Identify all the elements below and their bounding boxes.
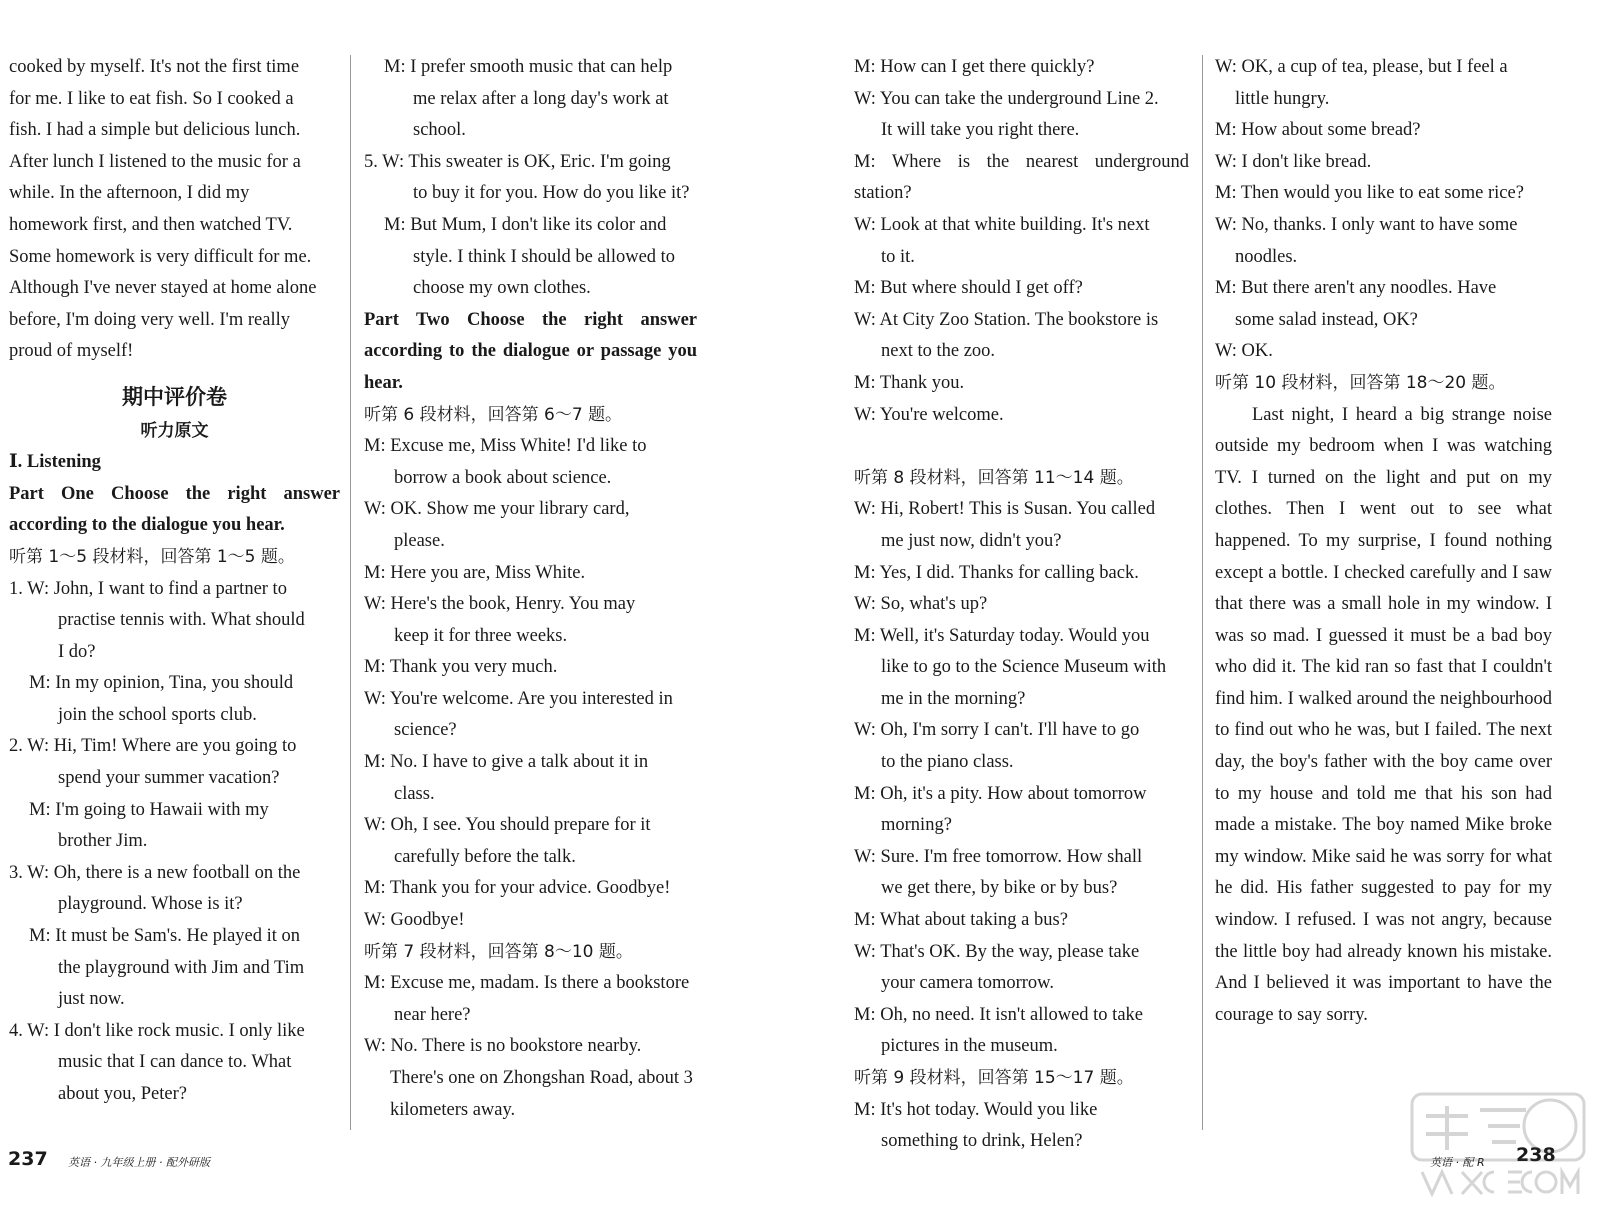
dialogue-line: M: But Mum, I don't like its color and	[384, 214, 667, 235]
right-page-column-2	[1215, 52, 1552, 1031]
page-number-right: 238	[1516, 1144, 1556, 1166]
dialogue-line: science?	[394, 720, 457, 741]
dialogue-line: M: Thank you for your advice. Goodbye!	[364, 878, 671, 899]
dialogue-line: about you, Peter?	[58, 1084, 187, 1104]
dialogue-line: me in the morning?	[881, 688, 1026, 709]
instruction-line: 听第 6 段材料，回答第 6～7 题。	[364, 404, 623, 425]
dialogue-line: W: Look at that white building. It's next	[854, 214, 1150, 235]
column-separator-right	[1202, 55, 1203, 1130]
dialogue-line: playground. Whose is it?	[58, 894, 243, 915]
dialogue-line: M: Here you are, Miss White.	[364, 562, 586, 583]
dialogue-line: W: OK. Show me your library card,	[364, 499, 630, 520]
dialogue-line: M: But where should I get off?	[854, 278, 1083, 299]
dialogue-line: W: Oh, I'm sorry I can't. I'll have to go	[854, 720, 1140, 741]
dialogue-line: kilometers away.	[390, 1099, 516, 1120]
dialogue-line: spend your summer vacation?	[58, 768, 280, 789]
dialogue-line: M: Then would you like to eat some rice?	[1215, 183, 1524, 204]
dialogue-line: W: Oh, I see. You should prepare for it	[364, 815, 651, 836]
dialogue-line: to it.	[881, 246, 915, 267]
dialogue-line: M: Thank you very much.	[364, 657, 558, 678]
dialogue-line: W: Here's the book, Henry. You may	[364, 594, 636, 615]
dialogue-line: me relax after a long day's work at	[413, 88, 669, 109]
text-line: for me. I like to eat fish. So I cooked a	[9, 88, 294, 109]
dialogue-block	[854, 494, 1189, 1063]
dialogue-line: M: In my opinion, Tina, you should	[29, 673, 294, 694]
left-page-column-1	[9, 52, 340, 1111]
text-line: Some homework is very difficult for me.	[9, 246, 312, 267]
dialogue-line: 2. W: Hi, Tim! Where are you going to	[9, 736, 297, 757]
dialogue-line: M: Oh, no need. It isn't allowed to take	[854, 1004, 1143, 1025]
instruction-line: 听第 7 段材料，回答第 8～10 题。	[364, 941, 633, 962]
dialogue-line: W: You're welcome.	[854, 404, 1004, 425]
dialogue-line: the playground with Jim and Tim	[58, 957, 305, 978]
dialogue-line: some salad instead, OK?	[1235, 309, 1418, 330]
part-two-heading: Part Two Choose the right answer according to the dialogue or passage you hear.	[364, 309, 697, 393]
dialogue-line: W: No. There is no bookstore nearby.	[364, 1036, 642, 1057]
dialogue-line: noodles.	[1235, 246, 1298, 267]
dialogue-block	[1215, 52, 1552, 368]
blank-line	[854, 431, 1189, 463]
dialogue-line: to the piano class.	[881, 752, 1014, 773]
exam-title: 期中评价卷	[122, 384, 227, 409]
dialogue-line: M: I'm going to Hawaii with my	[29, 799, 269, 820]
dialogue-line: M: How can I get there quickly?	[854, 57, 1095, 77]
dialogue-block	[854, 1095, 1189, 1158]
dialogue-line: W: At City Zoo Station. The bookstore is	[854, 309, 1159, 330]
dialogue-line: 3. W: Oh, there is a new football on the	[9, 862, 301, 883]
text-line: before, I'm doing very well. I'm really	[9, 309, 290, 330]
dialogue-block	[364, 968, 697, 1126]
dialogue-line: M: Well, it's Saturday today. Would you	[854, 625, 1150, 646]
page-number-left: 237	[8, 1148, 48, 1170]
text-line: while. In the afternoon, I did my	[9, 183, 250, 204]
running-footer-left: 英语 · 九年级上册 · 配外研版	[68, 1156, 210, 1169]
instruction-line: 听第 1～5 段材料，回答第 1～5 题。	[9, 546, 295, 567]
dialogue-line: W: Sure. I'm free tomorrow. How shall	[854, 846, 1143, 867]
dialogue-line: join the school sports club.	[58, 704, 257, 725]
dialogue-line: your camera tomorrow.	[881, 973, 1054, 994]
left-page-column-2	[364, 52, 697, 1126]
dialogue-line: M: Excuse me, Miss White! I'd like to	[364, 436, 647, 457]
dialogue-line: school.	[413, 120, 466, 141]
part-one-heading: Part One Choose the right answer according to the dialogue you hear.	[9, 483, 340, 536]
dialogue-line: W: OK.	[1215, 341, 1273, 362]
dialogue-block	[364, 431, 697, 937]
text-line: proud of myself!	[9, 341, 134, 362]
text-line: cooked by myself. It's not the first time	[9, 57, 300, 77]
dialogue-line: W: That's OK. By the way, please take	[854, 941, 1140, 962]
dialogue-line: M: I prefer smooth music that can help	[384, 57, 673, 77]
dialogue-line: 5. W: This sweater is OK, Eric. I'm going	[364, 151, 671, 172]
dialogue-block	[854, 52, 1189, 431]
dialogue-line: W: Hi, Robert! This is Susan. You called	[854, 499, 1156, 520]
dialogue-line: 4. W: I don't like rock music. I only like	[9, 1020, 305, 1041]
dialogue-line: 1. W: John, I want to find a partner to	[9, 578, 287, 599]
dialogue-line: pictures in the museum.	[881, 1036, 1058, 1057]
dialogue-line: me just now, didn't you?	[881, 530, 1062, 551]
dialogue-line: It will take you right there.	[881, 120, 1080, 141]
dialogue-line: W: So, what's up?	[854, 594, 988, 615]
dialogue-line: style. I think I should be allowed to	[413, 246, 676, 267]
dialogue-line: M: Excuse me, madam. Is there a bookstore	[364, 973, 690, 994]
dialogue-line: M: Yes, I did. Thanks for calling back.	[854, 562, 1139, 583]
dialogue-line: There's one on Zhongshan Road, about 3	[390, 1068, 693, 1088]
section-title: Ⅰ. Listening	[9, 452, 101, 473]
dialogue-line: like to go to the Science Museum with	[881, 657, 1167, 678]
dialogue-line: we get there, by bike or by bus?	[881, 878, 1118, 899]
dialogue-line: M: Oh, it's a pity. How about tomorrow	[854, 783, 1147, 804]
instruction-line: 听第 9 段材料，回答第 15～17 题。	[854, 1068, 1134, 1088]
essay-paragraph	[9, 52, 340, 368]
dialogue-line: near here?	[394, 1004, 471, 1025]
dialogue-line: M: What about taking a bus?	[854, 910, 1068, 931]
listening-passage: Last night, I heard a big strange noise outside my bedroom when I was watching TV. I turned on the light and put on my clothes. Then I went out to see what happened. To my surprise, I found nothing except a bottle. I checked carefully and I saw that there was a small hole in my window. I was so mad. I guessed it must be a bad boy who did it. The kid ran so fast that I couldn't find him. I walked around the neighbourhood to find out who he was, but I failed. The next day, the boy's father with the boy came over to my house and told me that his son had made a mistake. The boy named Mike broke my window. Mike said he was sorry for what he did. His father suggested to pay for my window. I refused. I was not angry, because the little boy had already known his mistake. And I believed it was important to have the courage to say sorry.	[1215, 404, 1552, 1025]
dialogue-line: W: Goodbye!	[364, 910, 465, 931]
text-line: After lunch I listened to the music for a	[9, 151, 301, 172]
running-footer-right: 英语 · 配 R	[1430, 1156, 1485, 1169]
dialogue-line: M: It must be Sam's. He played it on	[29, 926, 301, 947]
text-line: fish. I had a simple but delicious lunch.	[9, 120, 301, 141]
dialogue-line: little hungry.	[1235, 88, 1330, 109]
dialogue-line: music that I can dance to. What	[58, 1052, 292, 1073]
right-page-column-1	[854, 52, 1189, 1158]
dialogue-line: W: You can take the underground Line 2.	[854, 88, 1159, 109]
dialogue-line: next to the zoo.	[881, 341, 996, 362]
text-line: homework first, and then watched TV.	[9, 214, 293, 235]
dialogue-line: W: No, thanks. I only want to have some	[1215, 214, 1518, 235]
dialogue-line: practise tennis with. What should	[58, 610, 305, 631]
dialogue-line: just now.	[58, 989, 125, 1010]
dialogue-line: W: OK, a cup of tea, please, but I feel a	[1215, 57, 1508, 77]
dialogue-block	[364, 52, 697, 305]
dialogue-line: M: Thank you.	[854, 372, 965, 393]
dialogue-line: M: Where is the nearest underground station?	[854, 151, 1189, 204]
dialogue-line: class.	[394, 783, 435, 804]
dialogue-line: borrow a book about science.	[394, 467, 612, 488]
transcript-title: 听力原文	[140, 420, 209, 441]
dialogue-line: keep it for three weeks.	[394, 625, 568, 646]
dialogue-line: to buy it for you. How do you like it?	[413, 183, 690, 204]
dialogue-line: M: It's hot today. Would you like	[854, 1099, 1098, 1120]
instruction-line: 听第 8 段材料，回答第 11～14 题。	[854, 467, 1134, 488]
dialogue-line: please.	[394, 530, 445, 551]
dialogue-line: W: I don't like bread.	[1215, 151, 1372, 172]
dialogue-line: choose my own clothes.	[413, 278, 591, 299]
dialogue-line: M: No. I have to give a talk about it in	[364, 752, 649, 773]
dialogue-block	[9, 574, 340, 1111]
text-line: Although I've never stayed at home alone	[9, 278, 317, 299]
dialogue-line: brother Jim.	[58, 831, 148, 852]
watermark-logo	[1408, 1086, 1588, 1198]
dialogue-line: M: How about some bread?	[1215, 120, 1421, 141]
instruction-line: 听第 10 段材料，回答第 18～20 题。	[1215, 372, 1506, 393]
dialogue-line: M: But there aren't any noodles. Have	[1215, 278, 1497, 299]
column-separator-left	[350, 55, 351, 1130]
dialogue-line: W: You're welcome. Are you interested in	[364, 688, 673, 709]
dialogue-line: I do?	[58, 641, 96, 662]
dialogue-line: morning?	[881, 815, 952, 836]
dialogue-line: something to drink, Helen?	[881, 1131, 1083, 1152]
dialogue-line: carefully before the talk.	[394, 846, 576, 867]
